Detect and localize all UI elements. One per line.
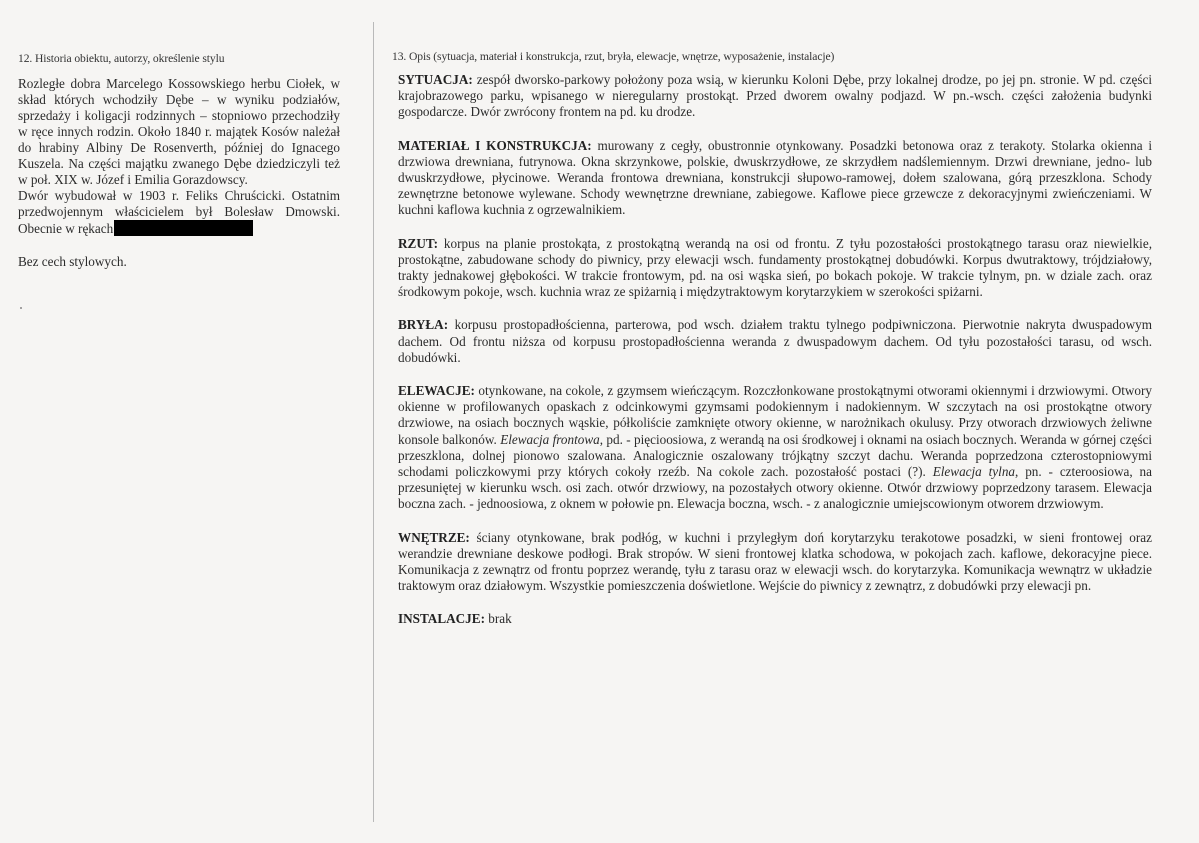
section-text: , pn. - czteroosiowa, na przesuniętej w kierunku wsch. osi zach. otwór drzwiowy, na pozostałych otwory okienne. Otwór drzwiowy poprzedzony tarasem. Elewacja boczna zach. - jednoosiowa, z oknem w połowie pn. Elewacja boczna, wsch. - z analogicznie umiejscowionym otworem drzwiowym. — [398, 464, 1153, 512]
history-text — [18, 76, 340, 237]
history-paragraph-1: Rozległe dobra Marcelego Kossowskiego herbu Ciołek, w skład których wchodziły Dębe – w wyniku podziałów, sprzedaży i koligacji rodzinnych – stopniowo przechodziły w ręce innych rodzin. Około 1840 r. majątek Kosów należał do hrabiny Albiny De Rosenverth, później do Ignacego Kuszela. Na części majątku zwanego Dębe dziedziczyli też w poł. XIX w. Józef i Emilia Gorazdowscy. — [18, 76, 340, 187]
history-paragraph-2 — [18, 188, 340, 237]
section-label: SYTUACJA: — [398, 72, 473, 87]
history-column — [18, 52, 340, 270]
column-divider — [373, 22, 374, 822]
section-text: , pd. - pięcioosiowa, z werandą na osi środkowej i oknami na osiach bocznych. Weranda w górnej części przeszklona, dolnej pionowo szalowana. Analogicznie oszalowany trójkątny szczyt dachu. Weranda poprzedzona czterostopniowymi schodami policzkowymi przy których cokoły rzeźb. Na cokole zach. pozostałość postaci (?). — [398, 431, 1152, 480]
section-text: korpusu prostopadłościenna, parterowa, pod wsch. działem traktu tylnego podpiwniczona. Pierwotnie nakryta dwuspadowym dachem. Od frontu niższa od korpusu prostopadłościenna weranda z dwuspadowym dachem. Od tyłu pozostałości tarasu, od wsch. dobudówki. — [398, 317, 1152, 365]
section-text: otynkowane, na cokole, z gzymsem wieńczącym. Rozczłonkowane prostokątnymi otworami okiennymi i drzwiowymi. Otwory okienne w profilowanych opaskach z odcinkowymi gzymsami podokiennym i nadokiennym. W szczytach na osi prostokątne otwory drzwiowe, na osiach bocznych wąskie, półkoliście zamknięte otwory okienne, w narożnikach okulusy. Przy otworach drzwiowych żeliwne konsole balkonów. — [398, 383, 1152, 447]
description-header: 13. Opis (sytuacja, materiał i konstrukcja, rzut, bryła, elewacje, wnętrze, wyposażenie, instalacje) — [392, 50, 835, 63]
section-wnetrze — [398, 530, 1152, 595]
section-label: WNĘTRZE: — [398, 529, 470, 545]
section-label: RZUT: — [398, 235, 439, 251]
paper-mark — [20, 307, 22, 309]
history-header: 12. Historia obiektu, autorzy, określenie stylu — [18, 52, 225, 65]
section-text: zespół dworsko-parkowy położony poza wsią, w kierunku Koloni Dębe, przy lokalnej drodze, po jej pn. stronie. W pd. części krajobrazowego parku, wpisanego w nieregularny prostokąt. Przed dworem owalny podjazd. W pn.-wsch. części założenia budynki gospodarcze. Dwór zwrócony frontem na pd. ku drodze. — [398, 72, 1152, 120]
section-label: INSTALACJE: — [398, 611, 485, 627]
section-label: ELEWACJE: — [398, 383, 475, 399]
section-italic: Elewacja tylna — [932, 464, 1016, 480]
section-bryla — [398, 317, 1152, 366]
section-text: murowany z cegły, obustronnie otynkowany. Posadzki betonowa oraz z terakoty. Stolarka okienna i drzwiowa drewniana, futrynowa. Okna skrzynkowe, polskie, dwuskrzydłowe, ze skrzydłem nadślemiennym. Drzwi drewniane, jedno- lub dwuskrzydłowe, płycinowe. Weranda frontowa drewniana, konstrukcji słupowo-ramowej, dołem szalowana, górą przeszklona. Schody zewnętrzne betonowe wylewane. Schody wewnętrzne drewniane, zabiegowe. Kaflowe piece grzewcze z dekoracyjnymi zwieńczeniami. W kuchni kaflowa kuchnia z ogrzewalnikiem. — [398, 137, 1153, 218]
description-column — [392, 50, 1152, 645]
redaction-bar — [114, 220, 253, 236]
style-note: Bez cech stylowych. — [18, 254, 127, 269]
section-elewacje — [398, 383, 1152, 513]
section-material — [398, 138, 1152, 219]
history-paragraph-2-text: Dwór wybudował w 1903 r. Feliks Chruścicki. Ostatnim przedwojennym właścicielem był Bolesław Dmowski. Obecnie w rękach — [18, 188, 340, 236]
section-text: ściany otynkowane, brak podłóg, w kuchni i przyległym doń korytarzyku terakotowe posadzki, w sieni frontowej oraz werandzie drewniane deskowe podłogi. Brak stropów. W sieni frontowej klatka schodowa, w pokojach zach. kaflowe, dekoracyjne piece. Komunikacja z zewnątrz od frontu poprzez werandę, tyłu z tarasu oraz w elewacji wsch. do korytarzyka. Komunikacja wewnątrz w układzie traktowym oraz działowym. Wszystkie pomieszczenia doświetlone. Wejście do piwnicy z zewnątrz, z dobudówki przy elewacji pn. — [398, 529, 1152, 594]
section-italic: Elewacja frontowa — [500, 431, 600, 447]
section-label: BRYŁA: — [398, 317, 449, 333]
section-instalacje — [398, 611, 1152, 627]
section-sytuacja — [398, 72, 1152, 121]
section-label: MATERIAŁ I KONSTRUKCJA: — [398, 137, 592, 153]
section-text: korpus na planie prostokąta, z prostokątną werandą na osi od frontu. Z tyłu pozostałości prostokątnego tarasu oraz niewielkie, prostokątne, zabudowane schody do piwnicy, przy elewacji wsch. fundamenty prostokątnej dobudówki. Korpus dwutraktowy, trójdziałowy, trakty jednakowej głębokości. W trakcie frontowym, pd. na osi wąska sień, po bokach pokoje. W trakcie tylnym, pn. w dziale zach. oraz środkowym pokoje, wsch. kuchnia wraz ze spiżarnią i międzytraktowym korytarzykiem w szerokości spiżarni. — [398, 235, 1152, 300]
section-rzut — [398, 236, 1152, 301]
section-text: brak — [484, 611, 512, 627]
